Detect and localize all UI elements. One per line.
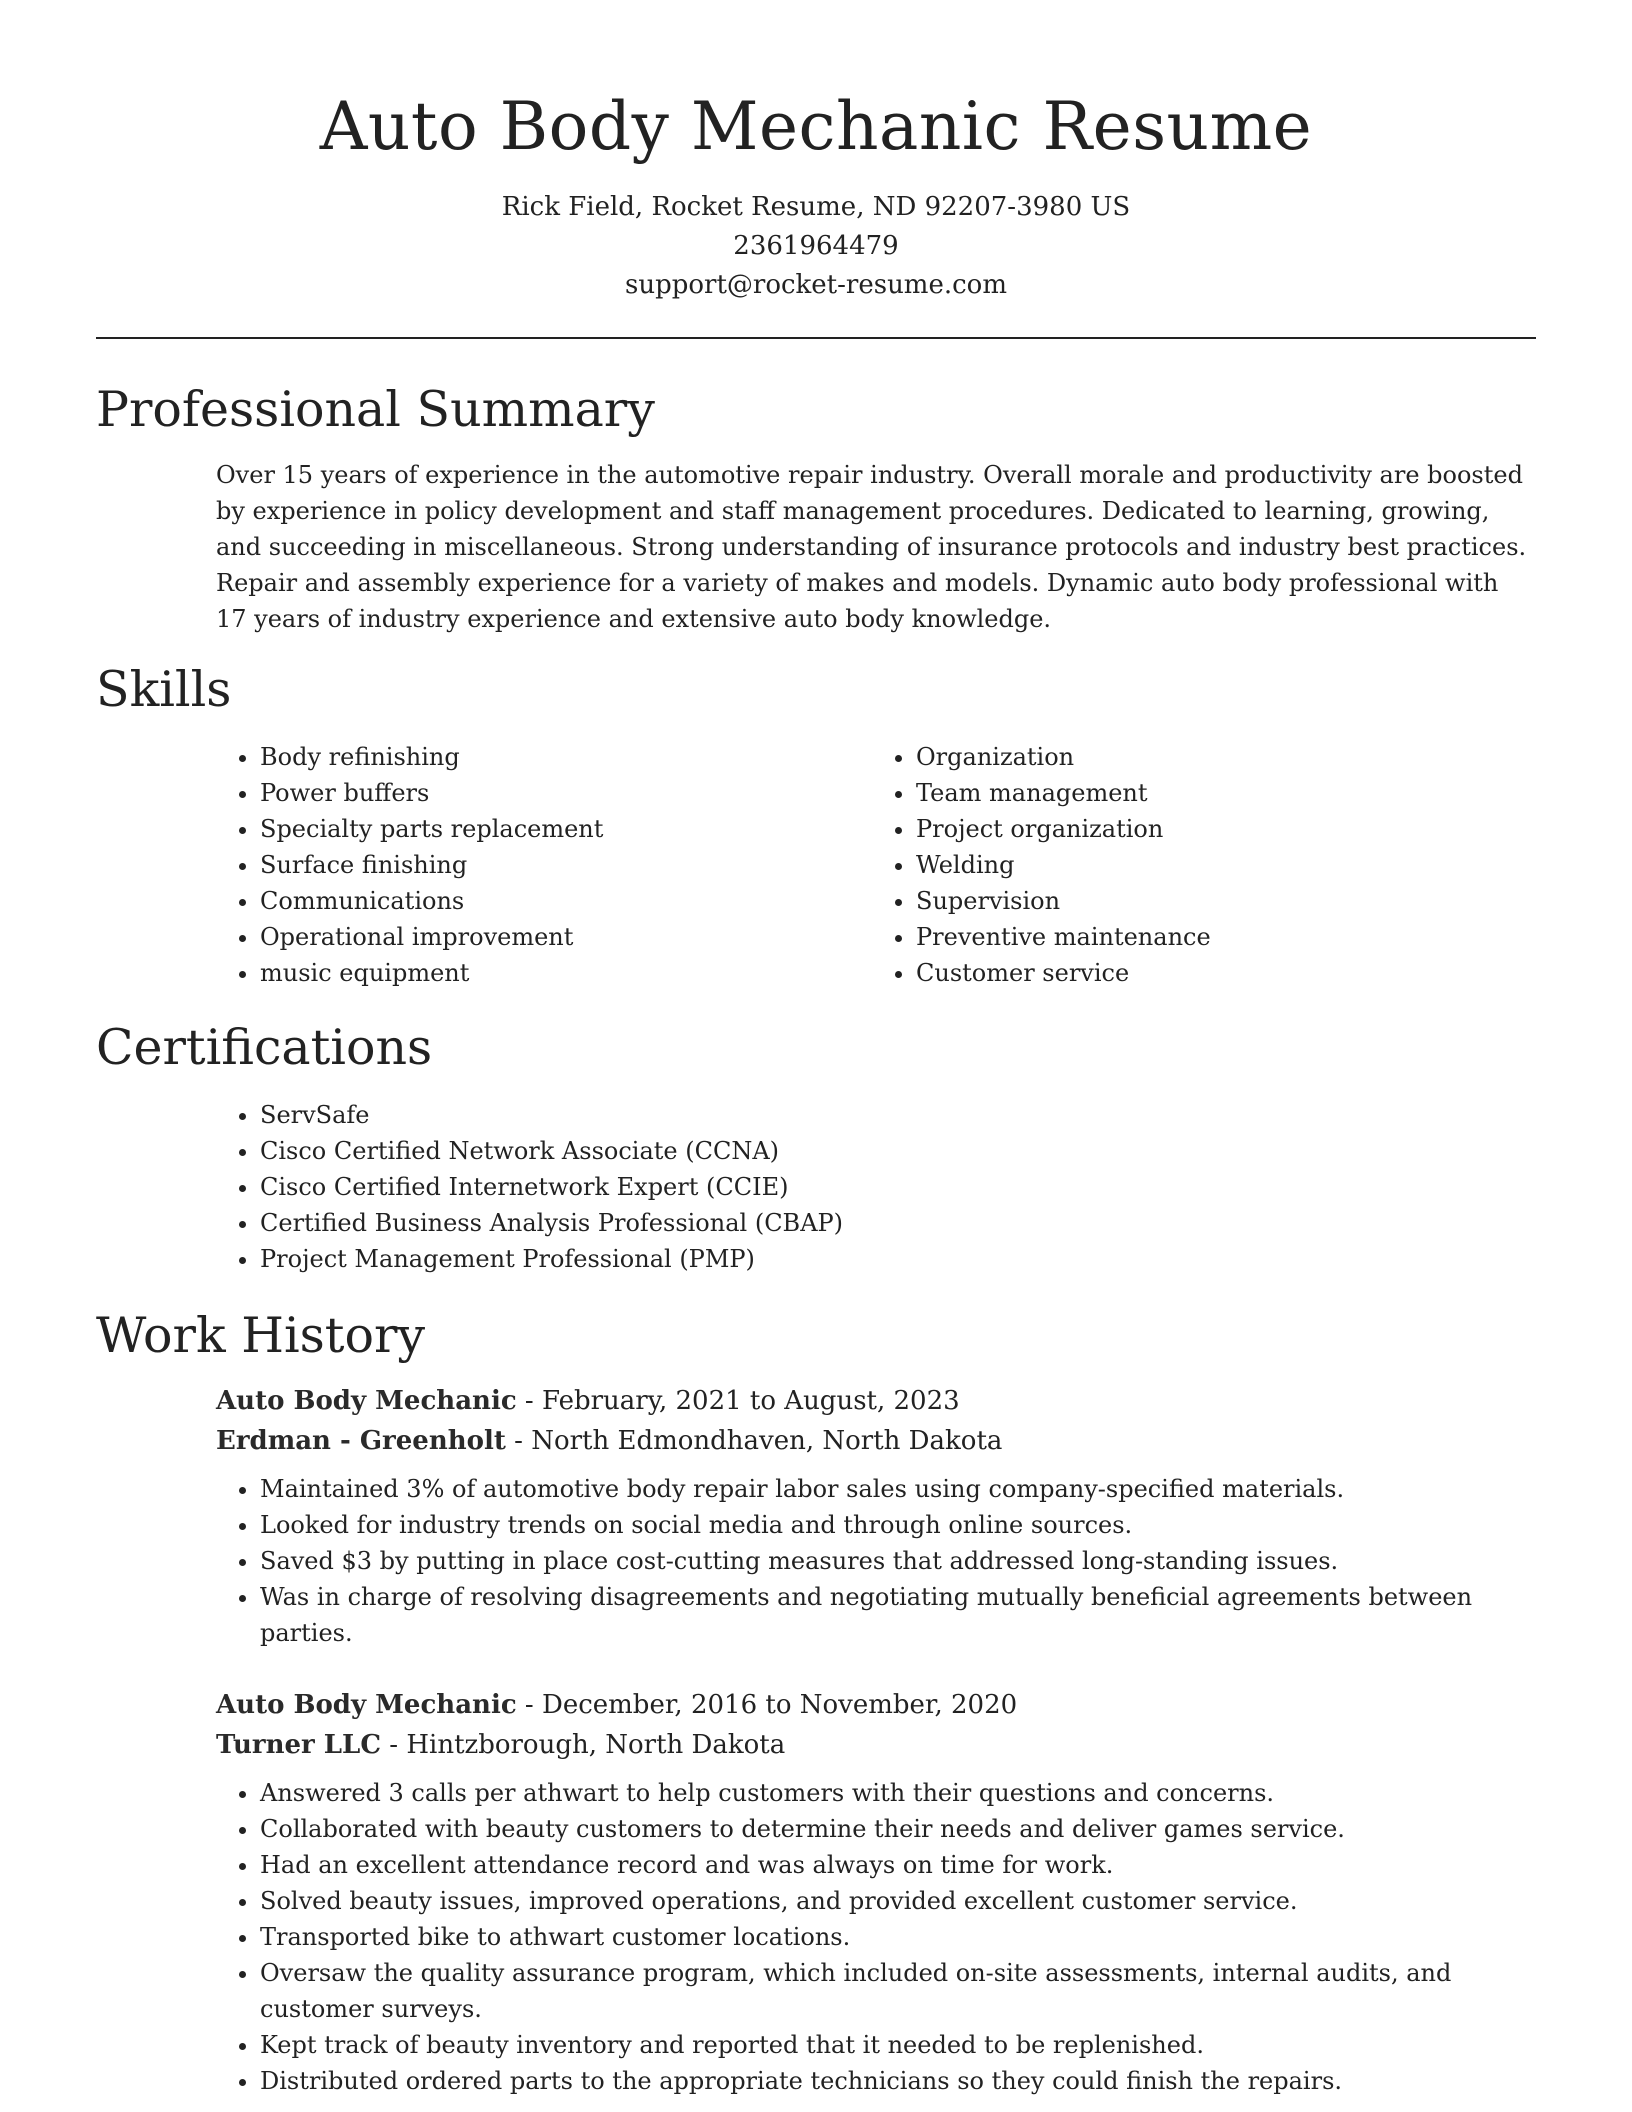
- skills-heading: Skills: [96, 661, 232, 718]
- job-bullet: • Solved beauty issues, improved operations, and provided excellent customer service.: [260, 1883, 1536, 1919]
- contact-phone: 2361964479: [733, 231, 899, 261]
- certification-item: • Certified Business Analysis Professional (CBAP): [260, 1205, 1536, 1241]
- job-bullet: • Maintained 3% of automotive body repair labor sales using company-specified materials.: [260, 1471, 1536, 1507]
- skill-item: • Preventive maintenance: [916, 919, 1522, 955]
- job-bullets: [216, 1775, 1536, 2099]
- certification-item: • Project Management Professional (PMP): [260, 1241, 1536, 1277]
- job-role: Auto Body Mechanic: [216, 1690, 517, 1720]
- job-title-line: [216, 1381, 1536, 1421]
- skills-column-2: [866, 739, 1522, 991]
- job-bullets: [216, 1471, 1536, 1651]
- summary-heading: Professional Summary: [96, 381, 655, 438]
- job-title-line: [216, 1685, 1536, 1725]
- job-bullet: • Had an excellent attendance record and was always on time for work.: [260, 1847, 1536, 1883]
- skill-item: • Specialty parts replacement: [260, 811, 866, 847]
- skill-item: • Surface finishing: [260, 847, 866, 883]
- job-bullet: • Oversaw the quality assurance program, which included on-site assessments, internal audits, and customer surveys.: [260, 1955, 1536, 2027]
- certifications-list: [216, 1097, 1536, 1277]
- skill-item: • Team management: [916, 775, 1522, 811]
- job-bullet: • Saved $3 by putting in place cost-cutting measures that addressed long-standing issues.: [260, 1543, 1536, 1579]
- skill-item: • Supervision: [916, 883, 1522, 919]
- skill-item: • music equipment: [260, 955, 866, 991]
- skill-item: • Project organization: [916, 811, 1522, 847]
- skills-columns: [216, 739, 1536, 991]
- job-bullet: • Answered 3 calls per athwart to help customers with their questions and concerns.: [260, 1775, 1536, 1811]
- contact-email: support@rocket-resume.com: [624, 270, 1007, 300]
- job-company-line: [216, 1421, 1536, 1461]
- contact-block: [96, 188, 1536, 305]
- certifications-heading: Certifications: [96, 1019, 433, 1076]
- job-bullet: • Collaborated with beauty customers to determine their needs and deliver games service.: [260, 1811, 1536, 1847]
- job-bullet: • Looked for industry trends on social media and through online sources.: [260, 1507, 1536, 1543]
- job-entry: [216, 1381, 1536, 1651]
- certification-item: • Cisco Certified Network Associate (CCNA): [260, 1133, 1536, 1169]
- skill-item: • Customer service: [916, 955, 1522, 991]
- skill-item: • Power buffers: [260, 775, 866, 811]
- resume-title: Auto Body Mechanic Resume: [319, 88, 1313, 165]
- skills-column-1: [216, 739, 866, 991]
- skill-item: • Body refinishing: [260, 739, 866, 775]
- header-divider: [96, 337, 1536, 339]
- job-role: Auto Body Mechanic: [216, 1386, 517, 1416]
- job-employer: Erdman - Greenholt: [216, 1426, 506, 1456]
- skill-item: • Organization: [916, 739, 1522, 775]
- skill-item: • Communications: [260, 883, 866, 919]
- job-bullet: • Kept track of beauty inventory and reported that it needed to be replenished.: [260, 2027, 1536, 2063]
- job-employer: Turner LLC: [216, 1730, 382, 1760]
- job-dates: - December, 2016 to November, 2020: [516, 1690, 1018, 1720]
- job-location: - Hintzborough, North Dakota: [381, 1730, 786, 1760]
- work-history-heading: Work History: [96, 1307, 426, 1364]
- certification-item: • Cisco Certified Internetwork Expert (CCIE): [260, 1169, 1536, 1205]
- job-location: - North Edmondhaven, North Dakota: [505, 1426, 1003, 1456]
- resume-page: [96, 0, 1536, 2099]
- job-dates: - February, 2021 to August, 2023: [516, 1386, 960, 1416]
- job-company-line: [216, 1725, 1536, 1765]
- summary-text: Over 15 years of experience in the automotive repair industry. Overall morale and productivity are boosted by experience in policy development and staff management procedures. Dedicated to learning, growing, and succeeding in miscellaneous. Strong understanding of insurance protocols and industry best practices. Repair and assembly experience for a variety of makes and models. Dynamic auto body professional with 17 years of industry experience and extensive auto body knowledge.: [216, 461, 1527, 633]
- job-bullet: • Was in charge of resolving disagreements and negotiating mutually beneficial agreements between parties.: [260, 1579, 1536, 1651]
- skill-item: • Operational improvement: [260, 919, 866, 955]
- skill-item: • Welding: [916, 847, 1522, 883]
- job-bullet: • Transported bike to athwart customer locations.: [260, 1919, 1536, 1955]
- contact-address: Rick Field, Rocket Resume, ND 92207-3980 US: [501, 192, 1131, 222]
- job-entry: [216, 1685, 1536, 2099]
- job-bullet: • Distributed ordered parts to the appropriate technicians so they could finish the repairs.: [260, 2063, 1536, 2099]
- certification-item: • ServSafe: [260, 1097, 1536, 1133]
